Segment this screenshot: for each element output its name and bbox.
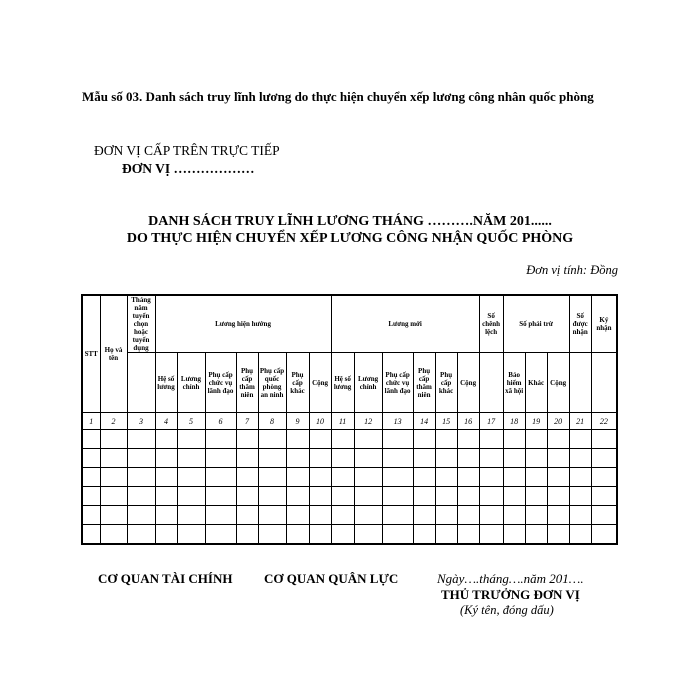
table-cell[interactable] — [569, 468, 591, 487]
table-cell[interactable] — [127, 430, 155, 449]
table-cell[interactable] — [258, 525, 286, 544]
column-number: 12 — [354, 413, 382, 430]
table-cell[interactable] — [100, 449, 127, 468]
new-col-header: Phụ cấp chức vụ lãnh đạo — [382, 353, 413, 413]
table-cell[interactable] — [547, 506, 569, 525]
table-cell[interactable] — [382, 468, 413, 487]
column-number: 6 — [205, 413, 236, 430]
header-current-salary: Lương hiện hưởng — [155, 295, 331, 353]
table-cell[interactable] — [100, 525, 127, 544]
table-cell[interactable] — [382, 525, 413, 544]
header-month-hired: Tháng năm tuyển chọn hoặc tuyển dụng — [127, 295, 155, 353]
table-cell[interactable] — [177, 525, 205, 544]
table-cell[interactable] — [258, 506, 286, 525]
table-cell[interactable] — [331, 468, 354, 487]
table-cell[interactable] — [127, 506, 155, 525]
column-number: 22 — [591, 413, 617, 430]
header-amount-received: Số được nhận — [569, 295, 591, 353]
column-number: 11 — [331, 413, 354, 430]
table-cell[interactable] — [177, 487, 205, 506]
header-signature: Ký nhận — [591, 295, 617, 353]
table-cell[interactable] — [503, 468, 525, 487]
header-signature-cont — [591, 353, 617, 413]
table-cell[interactable] — [354, 468, 382, 487]
table-cell[interactable] — [286, 506, 309, 525]
table-cell[interactable] — [525, 430, 547, 449]
table-cell[interactable] — [591, 449, 617, 468]
table-cell[interactable] — [309, 449, 331, 468]
finance-agency-label: CƠ QUAN TÀI CHÍNH — [98, 571, 233, 586]
current-col-header: Phụ cấp chức vụ lãnh đạo — [205, 353, 236, 413]
new-col-header: Phụ cấp thâm niên — [413, 353, 435, 413]
table-cell[interactable] — [569, 525, 591, 544]
main-title-line-2: DO THỰC HIỆN CHUYỂN XẾP LƯƠNG CÔNG NHẬN QUỐC PHÒNG — [126, 231, 574, 246]
table-cell[interactable] — [457, 449, 479, 468]
table-cell[interactable] — [525, 525, 547, 544]
table-cell[interactable] — [205, 468, 236, 487]
table-cell[interactable] — [457, 506, 479, 525]
table-row — [82, 506, 617, 525]
header-stt: STT — [82, 295, 100, 413]
table-cell[interactable] — [457, 430, 479, 449]
column-number: 10 — [309, 413, 331, 430]
table-cell[interactable] — [82, 525, 100, 544]
new-col-header: Lương chính — [354, 353, 382, 413]
current-col-header: Phụ cấp khác — [286, 353, 309, 413]
table-cell[interactable] — [286, 468, 309, 487]
table-cell[interactable] — [309, 525, 331, 544]
table-cell[interactable] — [435, 506, 457, 525]
new-col-header: Hệ số lương — [331, 353, 354, 413]
column-number: 5 — [177, 413, 205, 430]
table-cell[interactable] — [127, 468, 155, 487]
header-amount-received-cont — [569, 353, 591, 413]
table-cell[interactable] — [331, 449, 354, 468]
wage-arrears-table — [81, 294, 618, 545]
table-cell[interactable] — [258, 430, 286, 449]
table-cell[interactable] — [309, 506, 331, 525]
table-cell[interactable] — [457, 468, 479, 487]
table-cell[interactable] — [82, 506, 100, 525]
table-cell[interactable] — [479, 449, 503, 468]
table-cell[interactable] — [177, 468, 205, 487]
table-cell[interactable] — [309, 487, 331, 506]
column-number: 9 — [286, 413, 309, 430]
table-row — [82, 487, 617, 506]
table-cell[interactable] — [205, 449, 236, 468]
table-cell[interactable] — [547, 525, 569, 544]
column-number: 17 — [479, 413, 503, 430]
table-cell[interactable] — [100, 430, 127, 449]
table-cell[interactable] — [286, 487, 309, 506]
table-cell[interactable] — [479, 468, 503, 487]
table-cell[interactable] — [331, 506, 354, 525]
table-cell[interactable] — [236, 430, 258, 449]
table-cell[interactable] — [503, 430, 525, 449]
table-cell[interactable] — [457, 525, 479, 544]
table-cell[interactable] — [286, 449, 309, 468]
table-cell[interactable] — [236, 449, 258, 468]
table-cell[interactable] — [591, 525, 617, 544]
table-cell[interactable] — [569, 430, 591, 449]
table-cell[interactable] — [435, 525, 457, 544]
header-months-difference-cont — [479, 353, 503, 413]
table-cell[interactable] — [205, 487, 236, 506]
current-col-header: Phụ cấp thâm niên — [236, 353, 258, 413]
table-cell[interactable] — [354, 506, 382, 525]
table-cell[interactable] — [205, 506, 236, 525]
table-cell[interactable] — [413, 449, 435, 468]
new-col-header: Cộng — [457, 353, 479, 413]
table-cell[interactable] — [82, 449, 100, 468]
table-cell[interactable] — [331, 525, 354, 544]
table-cell[interactable] — [413, 487, 435, 506]
current-col-header: Cộng — [309, 353, 331, 413]
sign-note: (Ký tên, đóng dấu) — [460, 603, 554, 617]
table-cell[interactable] — [525, 468, 547, 487]
table-cell[interactable] — [525, 449, 547, 468]
table-cell[interactable] — [547, 468, 569, 487]
table-cell[interactable] — [547, 487, 569, 506]
column-number: 1 — [82, 413, 100, 430]
current-col-header: Phụ cấp quốc phòng an ninh — [258, 353, 286, 413]
table-cell[interactable] — [547, 449, 569, 468]
superior-unit-label: ĐƠN VỊ CẤP TRÊN TRỰC TIẾP — [94, 143, 280, 158]
currency-unit-note: Đơn vị tính: Đồng — [526, 263, 618, 277]
column-number: 19 — [525, 413, 547, 430]
table-cell[interactable] — [331, 430, 354, 449]
table-cell[interactable] — [205, 525, 236, 544]
table-cell[interactable] — [479, 506, 503, 525]
table-cell[interactable] — [236, 487, 258, 506]
column-number: 18 — [503, 413, 525, 430]
table-cell[interactable] — [413, 506, 435, 525]
table-cell[interactable] — [236, 525, 258, 544]
table-cell[interactable] — [525, 487, 547, 506]
table-cell[interactable] — [569, 506, 591, 525]
table-cell[interactable] — [503, 506, 525, 525]
current-col-header: Lương chính — [177, 353, 205, 413]
column-number: 7 — [236, 413, 258, 430]
table-cell[interactable] — [155, 525, 177, 544]
table-cell[interactable] — [382, 430, 413, 449]
column-number: 8 — [258, 413, 286, 430]
table-cell[interactable] — [479, 487, 503, 506]
table-cell[interactable] — [591, 430, 617, 449]
table-cell[interactable] — [382, 487, 413, 506]
table-cell[interactable] — [354, 449, 382, 468]
table-cell[interactable] — [479, 430, 503, 449]
table-cell[interactable] — [286, 525, 309, 544]
table-cell[interactable] — [569, 487, 591, 506]
current-col-header: Hệ số lương — [155, 353, 177, 413]
column-number: 3 — [127, 413, 155, 430]
table-cell[interactable] — [354, 525, 382, 544]
table-cell[interactable] — [100, 487, 127, 506]
table-cell[interactable] — [82, 468, 100, 487]
table-cell[interactable] — [479, 525, 503, 544]
main-title-line-1: DANH SÁCH TRUY LĨNH LƯƠNG THÁNG ……….NĂM 201...... — [148, 214, 552, 229]
column-number: 21 — [569, 413, 591, 430]
table-cell[interactable] — [413, 430, 435, 449]
column-number: 4 — [155, 413, 177, 430]
header-month-hired-cont — [127, 353, 155, 413]
header-months-difference: Số chênh lệch — [479, 295, 503, 353]
head-of-unit-label: THỦ TRƯỞNG ĐƠN VỊ — [441, 587, 580, 602]
table-cell[interactable] — [100, 506, 127, 525]
new-col-header: Phụ cấp khác — [435, 353, 457, 413]
column-number-row — [82, 413, 617, 430]
table-cell[interactable] — [569, 449, 591, 468]
table-cell[interactable] — [155, 430, 177, 449]
table-row — [82, 525, 617, 544]
header-new-salary: Lương mới — [331, 295, 479, 353]
table-cell[interactable] — [82, 487, 100, 506]
table-cell[interactable] — [205, 430, 236, 449]
table-cell[interactable] — [177, 506, 205, 525]
table-cell[interactable] — [155, 468, 177, 487]
table-cell[interactable] — [155, 506, 177, 525]
military-agency-label: CƠ QUAN QUÂN LỰC — [264, 571, 399, 586]
form-title: Mẫu số 03. Danh sách truy lĩnh lương do thực hiện chuyển xếp lương công nhân quốc phòng — [82, 89, 594, 104]
table-cell[interactable] — [435, 430, 457, 449]
column-number: 15 — [435, 413, 457, 430]
table-cell[interactable] — [127, 487, 155, 506]
table-cell[interactable] — [503, 449, 525, 468]
table-cell[interactable] — [236, 506, 258, 525]
table-row — [82, 430, 617, 449]
header-full-name: Họ và tên — [100, 295, 127, 413]
table-cell[interactable] — [435, 449, 457, 468]
deduction-col-header: Khác — [525, 353, 547, 413]
table-cell[interactable] — [413, 468, 435, 487]
table-cell[interactable] — [354, 430, 382, 449]
table-cell[interactable] — [309, 468, 331, 487]
date-line: Ngày….tháng….năm 201…. — [437, 571, 584, 586]
table-cell[interactable] — [258, 487, 286, 506]
table-cell[interactable] — [127, 525, 155, 544]
deduction-col-header: Bảo hiểm xã hội — [503, 353, 525, 413]
table-cell[interactable] — [591, 506, 617, 525]
table-cell[interactable] — [258, 449, 286, 468]
table-cell[interactable] — [503, 525, 525, 544]
column-number: 2 — [100, 413, 127, 430]
table-cell[interactable] — [286, 430, 309, 449]
column-number: 13 — [382, 413, 413, 430]
table-cell[interactable] — [236, 468, 258, 487]
table-cell[interactable] — [413, 525, 435, 544]
column-number: 14 — [413, 413, 435, 430]
table-cell[interactable] — [525, 506, 547, 525]
table-cell[interactable] — [435, 468, 457, 487]
table-cell[interactable] — [309, 430, 331, 449]
table-cell[interactable] — [82, 430, 100, 449]
table-cell[interactable] — [503, 487, 525, 506]
table-row — [82, 449, 617, 468]
table-cell[interactable] — [331, 487, 354, 506]
table-cell[interactable] — [547, 430, 569, 449]
table-cell[interactable] — [435, 487, 457, 506]
table-cell[interactable] — [591, 468, 617, 487]
table-cell[interactable] — [354, 487, 382, 506]
header-deductions: Số phải trừ — [503, 295, 569, 353]
table-cell[interactable] — [177, 430, 205, 449]
table-cell[interactable] — [591, 487, 617, 506]
table-cell[interactable] — [100, 468, 127, 487]
column-number: 20 — [547, 413, 569, 430]
deduction-col-header: Cộng — [547, 353, 569, 413]
table-cell[interactable] — [177, 449, 205, 468]
table-cell[interactable] — [382, 506, 413, 525]
table-cell[interactable] — [155, 449, 177, 468]
table-cell[interactable] — [258, 468, 286, 487]
table-cell[interactable] — [457, 487, 479, 506]
table-cell[interactable] — [155, 487, 177, 506]
column-number: 16 — [457, 413, 479, 430]
table-cell[interactable] — [382, 449, 413, 468]
table-row — [82, 468, 617, 487]
table-cell[interactable] — [127, 449, 155, 468]
unit-label: ĐƠN VỊ ……………… — [122, 161, 255, 176]
